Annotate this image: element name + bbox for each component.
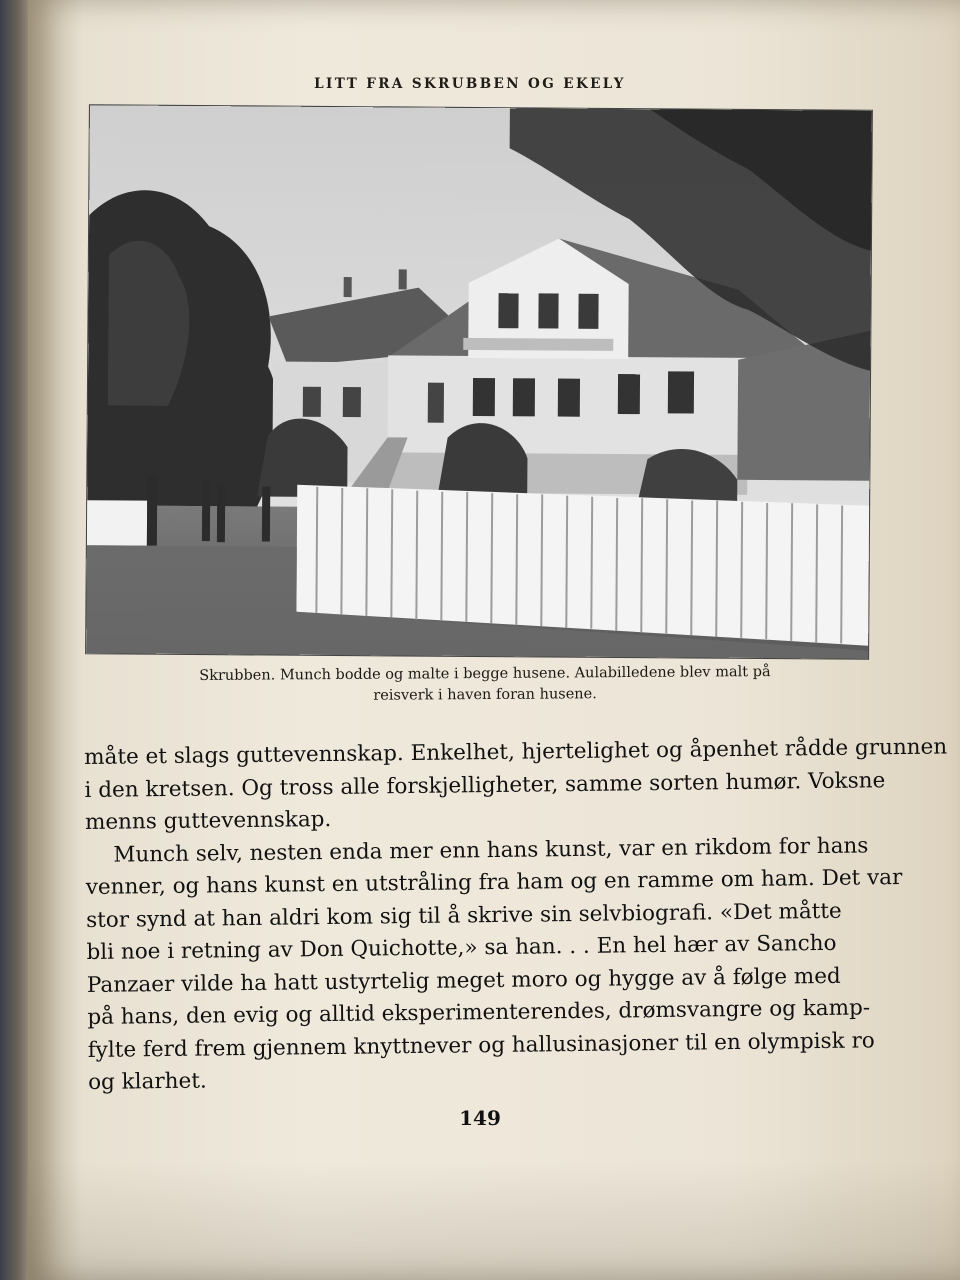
body-line: fylte ferd frem gjennem knyttnever og hallusinasjoner til en olympisk ro [87,1027,875,1063]
house-photograph [86,105,872,658]
body-line: venner, og hans kunst en utstråling fra ham og en ramme om ham. Det var [85,865,903,900]
body-line: måte et slags guttevennskap. Enkelhet, hjertelighet og åpenhet rådde grunnen [84,734,948,770]
body-line: og klarhet. [88,1068,207,1095]
body-line: stor synd at han aldri kom sig til å skrive sin selvbiografi. «Det måtte [86,898,842,933]
house-photograph-icon [86,105,872,658]
body-line: i den kretsen. Og tross alle forskjelligheter, samme sorten humør. Voksne [84,767,886,803]
body-line: Munch selv, nesten enda mer enn hans kunst, var en rikdom for hans [113,832,869,868]
caption-line: Skrubben. Munch bodde og malte i begge husene. Aulabilledene blev malt på [199,664,771,684]
page-number: 149 [459,1106,501,1130]
body-text [84,732,948,1099]
running-head: LITT FRA SKRUBBEN OG EKELY [314,76,626,92]
body-line: bli noe i retning av Don Quichotte,» sa han. . . En hel hær av Sancho [86,930,837,965]
page-shadow [28,1160,960,1280]
body-line: på hans, den evig og alltid eksperimenterendes, drømsvangre og kamp- [87,995,871,1030]
photo-caption [140,662,830,709]
body-line: menns guttevennskap. [84,806,332,835]
body-line: Panzaer vilde ha hatt ustyrtelig meget moro og hygge av å følge med [86,963,841,998]
caption-line: reisverk i haven foran husene. [373,686,597,704]
